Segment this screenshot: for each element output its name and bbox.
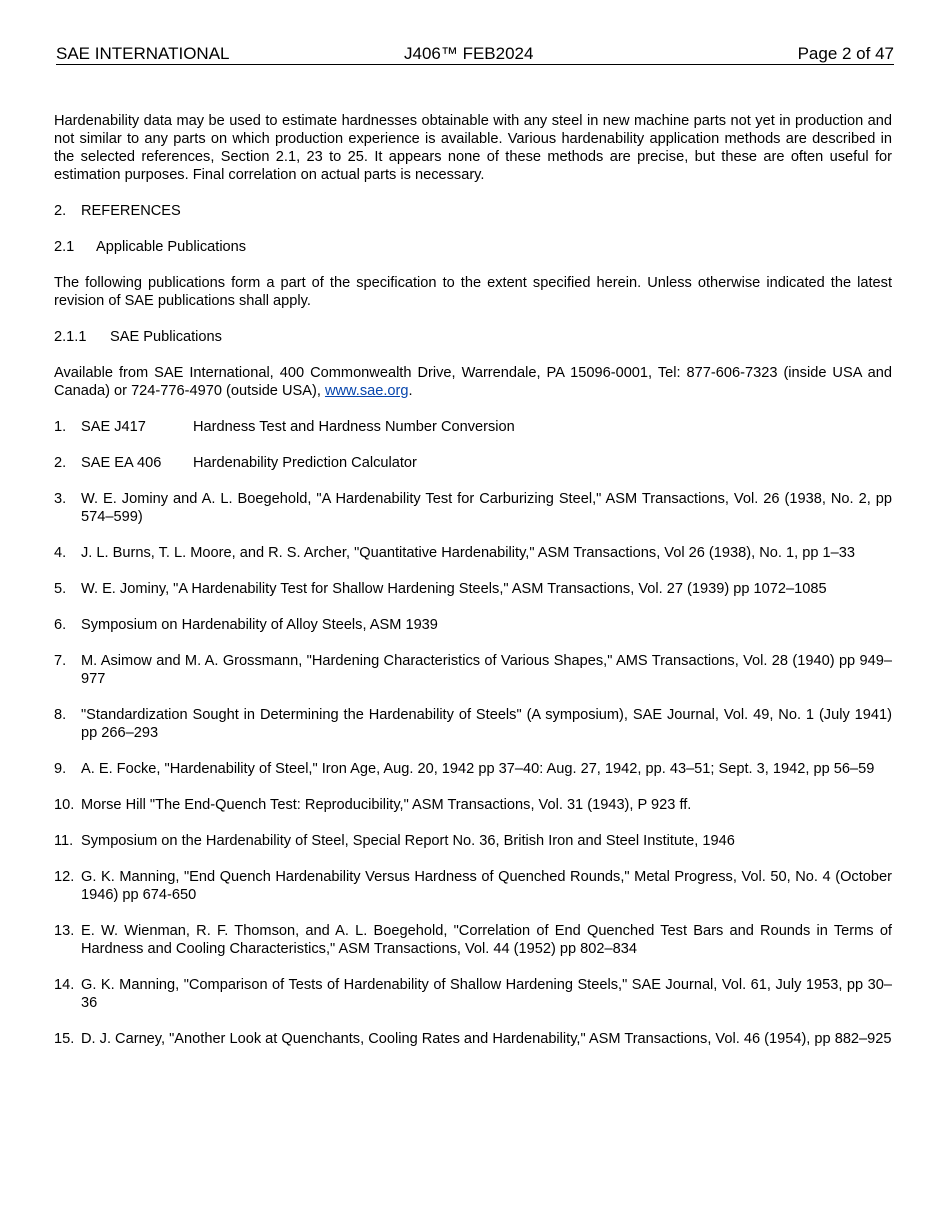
section-number: 2.1.1 (54, 329, 87, 345)
reference-number: 9. (54, 761, 67, 777)
header-org: SAE INTERNATIONAL (56, 44, 230, 63)
reference-text: G. K. Manning, "End Quench Hardenability Versus Hardness of Quenched Rounds," Metal Progress, Vol. 50, No. 4 (October 1946) pp 674-650 (81, 869, 892, 903)
intro-paragraph: Hardenability data may be used to estimate hardnesses obtainable with any steel in new machine parts not yet in production and not similar to any parts on which production experience is available. Various hardenability application methods are described in the selected references, Section 2.1, 23 to 25. It appears none of these methods are precise, but these are often useful for estimation purposes. Final correlation on actual parts is necessary. (54, 113, 892, 183)
reference-number: 1. (54, 419, 67, 435)
reference-item (54, 796, 892, 814)
reference-text: W. E. Jominy, "A Hardenability Test for Shallow Hardening Steels," ASM Transactions, Vol. 27 (1939) pp 1072–1085 (81, 581, 827, 597)
reference-text: Hardness Test and Hardness Number Conversion (193, 419, 515, 435)
reference-number: 4. (54, 545, 67, 561)
availability-paragraph (54, 364, 892, 400)
section-title: Applicable Publications (96, 239, 247, 255)
reference-text: E. W. Wienman, R. F. Thomson, and A. L. Boegehold, "Correlation of End Quenched Test Bars and Rounds in Terms of Hardness and Cooling Characteristics," ASM Transactions, Vol. 44 (1952) pp 802–834 (81, 923, 892, 957)
reference-item (54, 454, 892, 472)
section-title: REFERENCES (81, 203, 181, 219)
reference-number: 8. (54, 707, 67, 723)
page-header (56, 44, 894, 65)
reference-text: G. K. Manning, "Comparison of Tests of Hardenability of Shallow Hardening Steels," SAE Journal, Vol. 61, July 1953, pp 30–36 (81, 977, 892, 1011)
reference-item (54, 832, 892, 850)
reference-item (54, 976, 892, 1012)
reference-text: A. E. Focke, "Hardenability of Steel," Iron Age, Aug. 20, 1942 pp 37–40: Aug. 27, 1942, pp. 43–51; Sept. 3, 1942, pp 56–59 (81, 761, 875, 777)
availability-end: . (408, 383, 413, 399)
reference-number: 15. (54, 1031, 75, 1047)
reference-text: W. E. Jominy and A. L. Boegehold, "A Hardenability Test for Carburizing Steel," ASM Transactions, Vol. 26 (1938, No. 2, pp 574–599) (81, 491, 892, 525)
section-number: 2.1 (54, 239, 75, 255)
header-page-number: Page 2 of 47 (797, 44, 894, 63)
section-number: 2. (54, 203, 67, 219)
section-2-heading (54, 202, 892, 220)
section-2-1-paragraph: The following publications form a part of the specification to the extent specified herein. Unless otherwise indicated the latest revision of SAE publications shall apply. (54, 275, 892, 309)
reference-number: 13. (54, 923, 75, 939)
reference-number: 11. (54, 833, 74, 849)
reference-text: D. J. Carney, "Another Look at Quenchants, Cooling Rates and Hardenability," ASM Transactions, Vol. 46 (1954), pp 882–925 (81, 1031, 892, 1047)
reference-text: Symposium on Hardenability of Alloy Steels, ASM 1939 (81, 617, 438, 633)
reference-number: 6. (54, 617, 67, 633)
reference-number: 5. (54, 581, 67, 597)
reference-item (54, 868, 892, 904)
reference-text: Symposium on the Hardenability of Steel, Special Report No. 36, British Iron and Steel Institute, 1946 (81, 833, 735, 849)
section-2-1-1-heading (54, 328, 892, 346)
reference-item (54, 580, 892, 598)
reference-text: Hardenability Prediction Calculator (193, 455, 417, 471)
reference-item (54, 760, 892, 778)
reference-number: 2. (54, 455, 67, 471)
reference-number: 12. (54, 869, 75, 885)
availability-text: Available from SAE International, 400 Commonwealth Drive, Warrendale, PA 15096-0001, Tel: 877-606-7323 (inside USA and Canada) or 724-776-4970 (outside USA), (54, 365, 892, 399)
reference-item (54, 418, 892, 436)
reference-item (54, 922, 892, 958)
section-2-1-heading (54, 238, 892, 256)
reference-text: J. L. Burns, T. L. Moore, and R. S. Archer, "Quantitative Hardenability," ASM Transactions, Vol 26 (1938), No. 1, pp 1–33 (81, 545, 855, 561)
reference-item (54, 1030, 892, 1048)
header-doc-id: J406™ FEB2024 (404, 44, 534, 63)
reference-number: 7. (54, 653, 67, 669)
sae-website-link[interactable]: www.sae.org (324, 383, 409, 399)
reference-code: SAE J417 (81, 419, 146, 435)
reference-item (54, 706, 892, 742)
reference-item (54, 616, 892, 634)
reference-text: "Standardization Sought in Determining the Hardenability of Steels" (A symposium), SAE Journal, Vol. 49, No. 1 (July 1941) pp 266–293 (81, 707, 892, 741)
reference-number: 10. (54, 797, 75, 813)
reference-number: 3. (54, 491, 67, 507)
reference-text: M. Asimow and M. A. Grossmann, "Hardening Characteristics of Various Shapes," AMS Transactions, Vol. 28 (1940) pp 949–977 (81, 653, 892, 687)
reference-text: Morse Hill "The End-Quench Test: Reproducibility," ASM Transactions, Vol. 31 (1943), P 923 ff. (81, 797, 692, 813)
reference-item (54, 490, 892, 526)
reference-number: 14. (54, 977, 75, 993)
document-body (54, 112, 892, 1066)
reference-item (54, 652, 892, 688)
section-title: SAE Publications (110, 329, 222, 345)
reference-item (54, 544, 892, 562)
reference-code: SAE EA 406 (81, 455, 162, 471)
